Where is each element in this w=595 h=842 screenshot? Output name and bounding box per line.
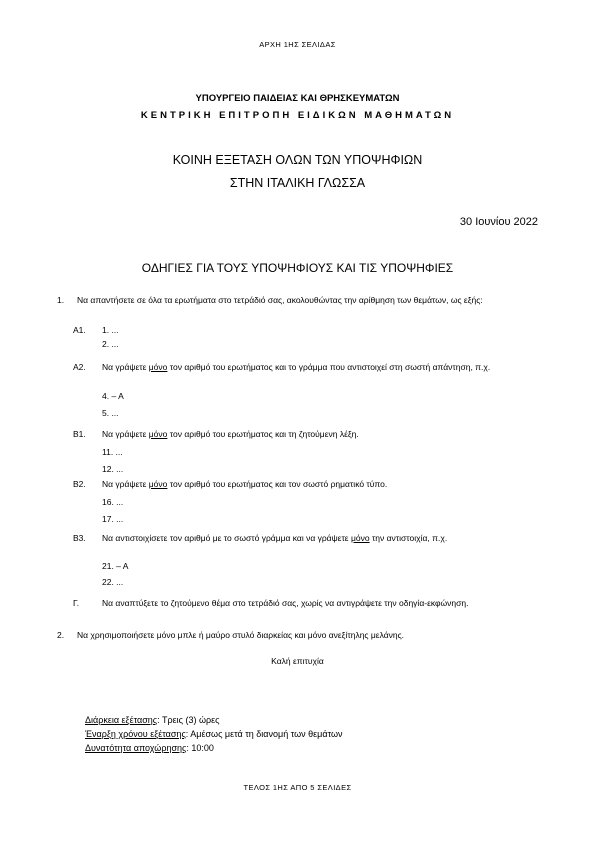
b2-text: Να γράψετε μόνο τον αριθμό του ερωτήματος και τον σωστό ρηματικό τύπο. (102, 479, 388, 489)
a2-example-2: 5. ... (102, 408, 119, 418)
b2-label: Β2. (73, 479, 86, 489)
b1-emphasis: μόνο (148, 429, 168, 439)
g-text: Να αναπτύξετε το ζητούμενο θέμα στο τετράδιό σας, χωρίς να αντιγράψετε την οδηγία-εκφώνηση. (102, 598, 469, 608)
a2-label: Α2. (73, 362, 86, 372)
ministry-title: ΥΠΟΥΡΓΕΙΟ ΠΑΙΔΕΙΑΣ ΚΑΙ ΘΡΗΣΚΕΥΜΑΤΩΝ (195, 93, 400, 104)
a1-example-2: 2. ... (102, 339, 119, 349)
item2-number: 2. (57, 630, 65, 640)
b1-example-1: 11. ... (102, 447, 123, 457)
b3-example-2: 22. ... (102, 577, 124, 587)
start-label: Έναρξη χρόνου εξέτασης (85, 729, 186, 739)
a2-emphasis: μόνο (148, 362, 168, 372)
leave-value: : 10:00 (186, 743, 214, 753)
g-label: Γ. (73, 598, 80, 608)
b3-label: Β3. (73, 533, 86, 543)
b1-example-2: 12. ... (102, 464, 124, 474)
leave-line (85, 741, 214, 755)
leave-label: Δυνατότητα αποχώρησης (85, 743, 187, 753)
b3-example-1: 21. – Α (102, 561, 129, 571)
item1-text: Να απαντήσετε σε όλα τα ερωτήματα στο τετράδιό σας, ακολουθώντας την αρίθμηση των θεμάτων, ως εξής: (77, 295, 483, 305)
a2-example-1: 4. – Α (102, 391, 124, 401)
b2-example-2: 17. ... (102, 514, 124, 524)
b2-example-1: 16. ... (102, 497, 124, 507)
committee-title: ΚΕΝΤΡΙΚΗ ΕΠΙΤΡΟΠΗ ΕΙΔΙΚΩΝ ΜΑΘΗΜΑΤΩΝ (140, 110, 455, 121)
page-footer: ΤΕΛΟΣ 1ΗΣ ΑΠΟ 5 ΣΕΛΙΔΕΣ (243, 783, 352, 792)
exam-title-line2: ΣΤΗΝ ΙΤΑΛΙΚΗ ΓΛΩΣΣΑ (229, 176, 366, 190)
a2-text: Να γράψετε μόνο τον αριθμό του ερωτήματος και το γράμμα που αντιστοιχεί στη σωστή απάντηση, π.χ. (102, 362, 491, 372)
page-header: ΑΡΧΗ 1ΗΣ ΣΕΛΙΔΑΣ (259, 40, 336, 49)
exam-title-line1: ΚΟΙΝΗ ΕΞΕΤΑΣΗ ΟΛΩΝ ΤΩΝ ΥΠΟΨΗΦΙΩΝ (172, 153, 423, 167)
exam-date: 30 Ιουνίου 2022 (459, 216, 538, 228)
duration-value: : Τρεις (3) ώρες (157, 715, 220, 725)
good-luck: Καλή επιτυχία (271, 656, 324, 666)
item2-text: Να χρησιμοποιήσετε μόνο μπλε ή μαύρο στυλό διαρκείας και μόνο ανεξίτηλης μελάνης. (77, 630, 405, 640)
a1-label: Α1. (73, 325, 86, 335)
b3-emphasis: μόνο (350, 533, 370, 543)
item1-number: 1. (57, 295, 65, 305)
start-value: : Αμέσως μετά τη διανομή των θεμάτων (185, 729, 343, 739)
duration-label: Διάρκεια εξέτασης (85, 715, 158, 725)
start-line (85, 727, 343, 741)
instructions-heading: ΟΔΗΓΙΕΣ ΓΙΑ ΤΟΥΣ ΥΠΟΨΗΦΙΟΥΣ ΚΑΙ ΤΙΣ ΥΠΟΨΗΦΙΕΣ (141, 261, 454, 275)
b3-text: Να αντιστοιχίσετε τον αριθμό με το σωστό γράμμα και να γράψετε μόνο την αντιστοιχία, π.χ. (102, 533, 448, 543)
b1-label: Β1. (73, 429, 86, 439)
b2-emphasis: μόνο (148, 479, 168, 489)
a1-example-1: 1. ... (102, 325, 119, 335)
duration-line (85, 713, 219, 727)
b1-text: Να γράψετε μόνο τον αριθμό του ερωτήματος και τη ζητούμενη λέξη. (102, 429, 359, 439)
